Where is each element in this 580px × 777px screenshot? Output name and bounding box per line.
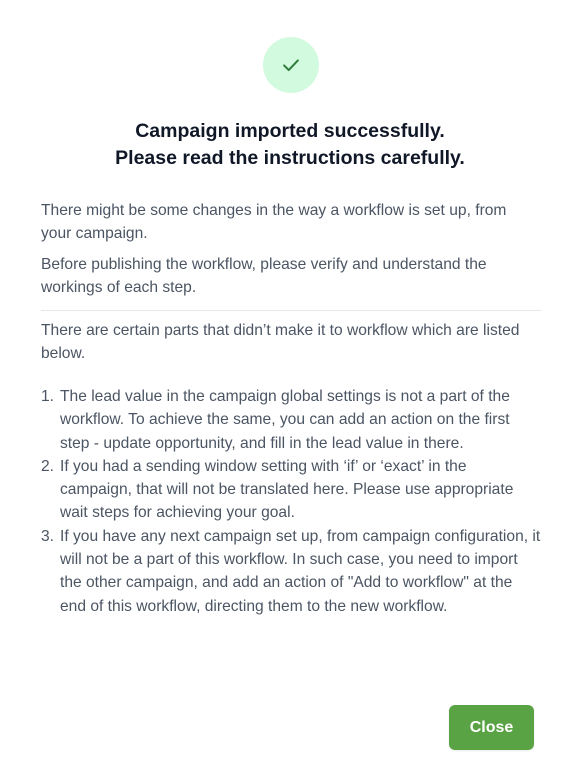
missing-parts-intro: There are certain parts that didn’t make it to workflow which are listed below. <box>41 322 520 363</box>
dialog-title <box>0 118 580 172</box>
check-icon <box>280 54 302 76</box>
instruction-number: 1. <box>41 388 55 405</box>
divider <box>41 310 541 311</box>
instruction-number: 2. <box>41 457 55 475</box>
dialog-title-line2: Please read the instructions carefully. <box>115 147 465 169</box>
instruction-list <box>41 385 541 618</box>
instruction-item <box>41 455 541 525</box>
dialog-title-line1: Campaign imported successfully. <box>135 120 445 142</box>
instruction-text: If you had a sending window setting with ‘if’ or ‘exact’ in the campaign, that will not be translated here. Please use appropriate wait steps for achieving your goal. <box>60 457 514 522</box>
instruction-text: The lead value in the campaign global settings is not a part of the workflow. To achieve the same, you can add an action on the first step - update opportunity, and fill in the lead value in there. <box>60 388 510 452</box>
instruction-text: If you have any next campaign set up, from campaign configuration, it will not be a part of this workflow. In such case, you need to import the other campaign, and add an action of "Add to workflow" at the end of this workflow, directing them to the new workflow. <box>60 527 541 615</box>
success-badge <box>263 37 319 93</box>
verify-notice: Before publishing the workflow, please verify and understand the workings of each step. <box>41 256 487 297</box>
instruction-item <box>41 385 541 455</box>
instruction-number: 3. <box>41 527 55 545</box>
instruction-item <box>41 525 541 618</box>
changes-notice: There might be some changes in the way a workflow is set up, from your campaign. <box>41 202 507 243</box>
close-button[interactable]: Close <box>449 705 534 750</box>
